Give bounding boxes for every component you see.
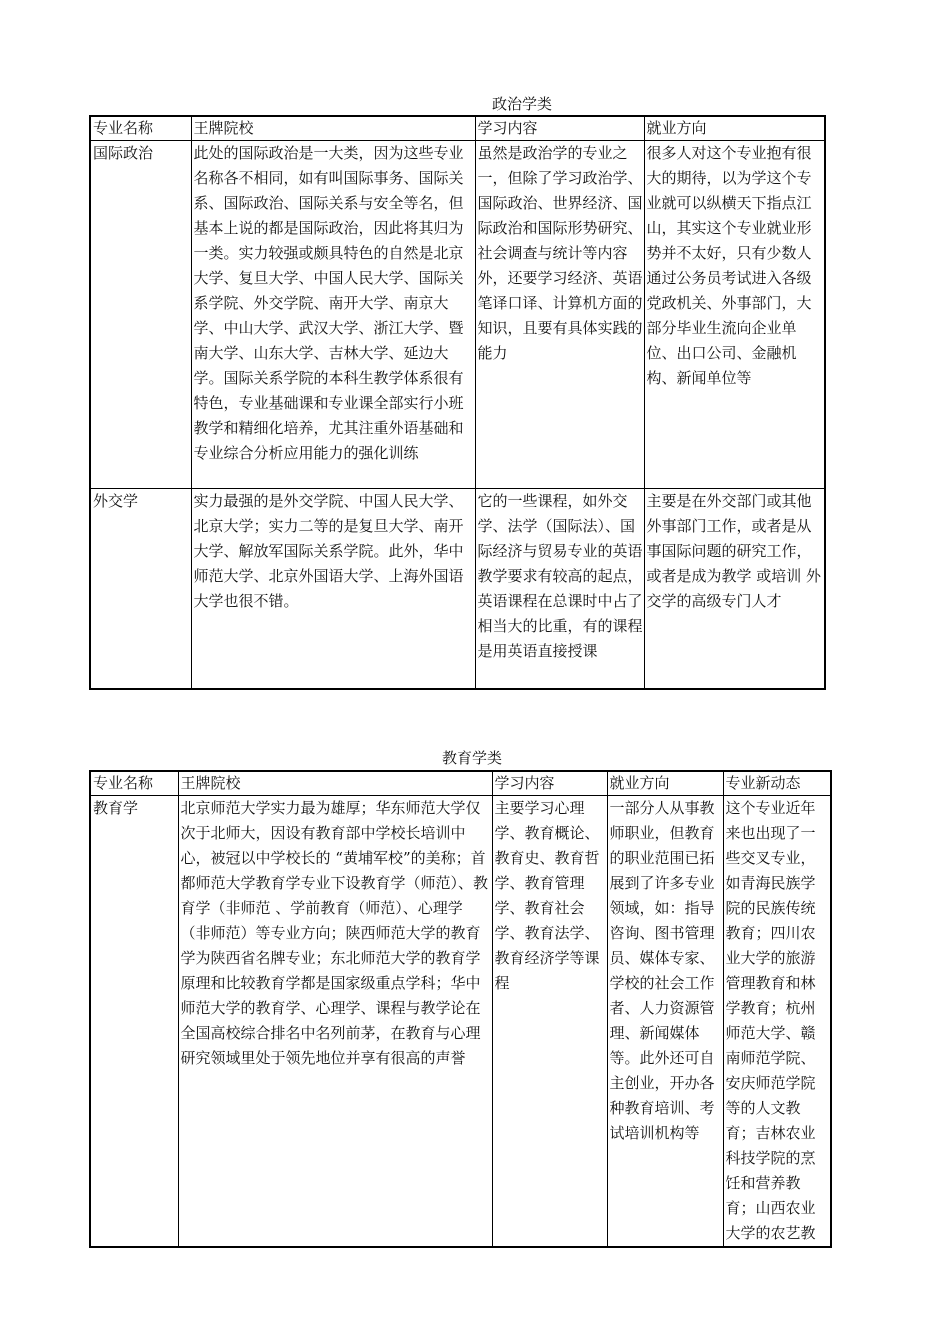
- schools-cell: 此处的国际政治是一大类，因为这些专业名称各不相同，如有叫国际事务、国际关系、国际政治、国际关系与安全等名，但基本上说的都是国际政治，因此将其归为一类。实力较强或颇具特色的自然是北京大学、复旦大学、中国人民大学、国际关系学院、外交学院、南开大学、南京大学、中山大学、武汉大学、浙江大学、暨南大学、山东大学、吉林大学、延边大学。国际关系学院的本科生教学体系很有特色，专业基础课和专业课全部实行小班教学和精细化培养，尤其注重外语基础和专业综合分析应用能力的强化训练: [191, 141, 475, 489]
- schools-cell: 北京师范大学实力最为雄厚；华东师范大学仅次于北师大，因设有教育部中学校长培训中心，被冠以中学校长的 “黄埔军校”的美称；首都师范大学教育学专业下设教育学（师范）、教育学（非师范 、学前教育（师范）、心理学（非师范）等专业方向；陕西师范大学的教育学为陕西省名牌专业；东北师范大学的教育学原理和比较教育学都是国家级重点学科；华中师范大学的教育学、心理学、课程与教学论在全国高校综合排名中名列前茅，在教育与心理研究领域里处于领先地位并享有很高的声誉: [178, 796, 492, 1248]
- table-row: [90, 796, 831, 1248]
- header-career: 就业方向: [607, 771, 723, 796]
- education-section-title: 教育学类: [442, 749, 503, 767]
- major-name-cell: 外交学: [90, 489, 191, 689]
- header-top-schools: 王牌院校: [191, 116, 475, 141]
- table-row: [90, 489, 825, 689]
- header-career: 就业方向: [644, 116, 825, 141]
- major-name-cell: 国际政治: [90, 141, 191, 489]
- career-cell: 很多人对这个专业抱有很大的期待，以为学这个专业就可以纵横天下指点江山，其实这个专业就业形势并不太好，只有少数人通过公务员考试进入各级党政机关、外事部门，大部分毕业生流向企业单位、出口公司、金融机构、新闻单位等: [644, 141, 825, 489]
- table-row: [90, 141, 825, 489]
- politics-section-title: 政治学类: [492, 95, 553, 113]
- table-header-row: [90, 116, 825, 141]
- header-study-content: 学习内容: [475, 116, 644, 141]
- trends-cell: 这个专业近年来也出现了一些交叉专业，如青海民族学院的民族传统教育；四川农业大学的旅游管理教育和林学教育；杭州师范大学、赣南师范学院、安庆师范学院等的人文教育；吉林农业科技学院的烹饪和营养教育；山西农业大学的农艺教: [723, 796, 831, 1248]
- header-study-content: 学习内容: [492, 771, 607, 796]
- header-major-name: 专业名称: [90, 116, 191, 141]
- header-major-name: 专业名称: [90, 771, 178, 796]
- header-top-schools: 王牌院校: [178, 771, 492, 796]
- career-cell: 一部分人从事教师职业，但教育的职业范围已拓展到了许多专业领域，如：指导咨询、图书管理员、媒体专家、学校的社会工作者、人力资源管理、新闻媒体等。此外还可自主创业，开办各种教育培训、考试培训机构等: [607, 796, 723, 1248]
- schools-cell: 实力最强的是外交学院、中国人民大学、北京大学；实力二等的是复旦大学、南开大学、解放军国际关系学院。此外，华中师范大学、北京外国语大学、上海外国语大学也很不错。: [191, 489, 475, 689]
- table-header-row: [90, 771, 831, 796]
- career-cell: 主要是在外交部门或其他外事部门工作，或者是从事国际问题的研究工作，或者是成为教学 或培训 外交学的高级专门人才: [644, 489, 825, 689]
- header-new-trends: 专业新动态: [723, 771, 831, 796]
- content-cell: 虽然是政治学的专业之一，但除了学习政治学、国际政治、世界经济、国际政治和国际形势研究、社会调查与统计等内容外，还要学习经济、英语笔译口译、计算机方面的知识，且要有具体实践的能力: [475, 141, 644, 489]
- major-name-cell: 教育学: [90, 796, 178, 1248]
- education-table: [89, 770, 832, 1248]
- politics-table: [89, 115, 826, 690]
- content-cell: 它的一些课程，如外交学、法学（国际法）、国际经济与贸易专业的英语教学要求有较高的起点，英语课程在总课时中占了相当大的比重，有的课程是用英语直接授课: [475, 489, 644, 689]
- content-cell: 主要学习心理学、教育概论、教育史、教育哲学、教育管理学、教育社会学、教育法学、教育经济学等课程: [492, 796, 607, 1248]
